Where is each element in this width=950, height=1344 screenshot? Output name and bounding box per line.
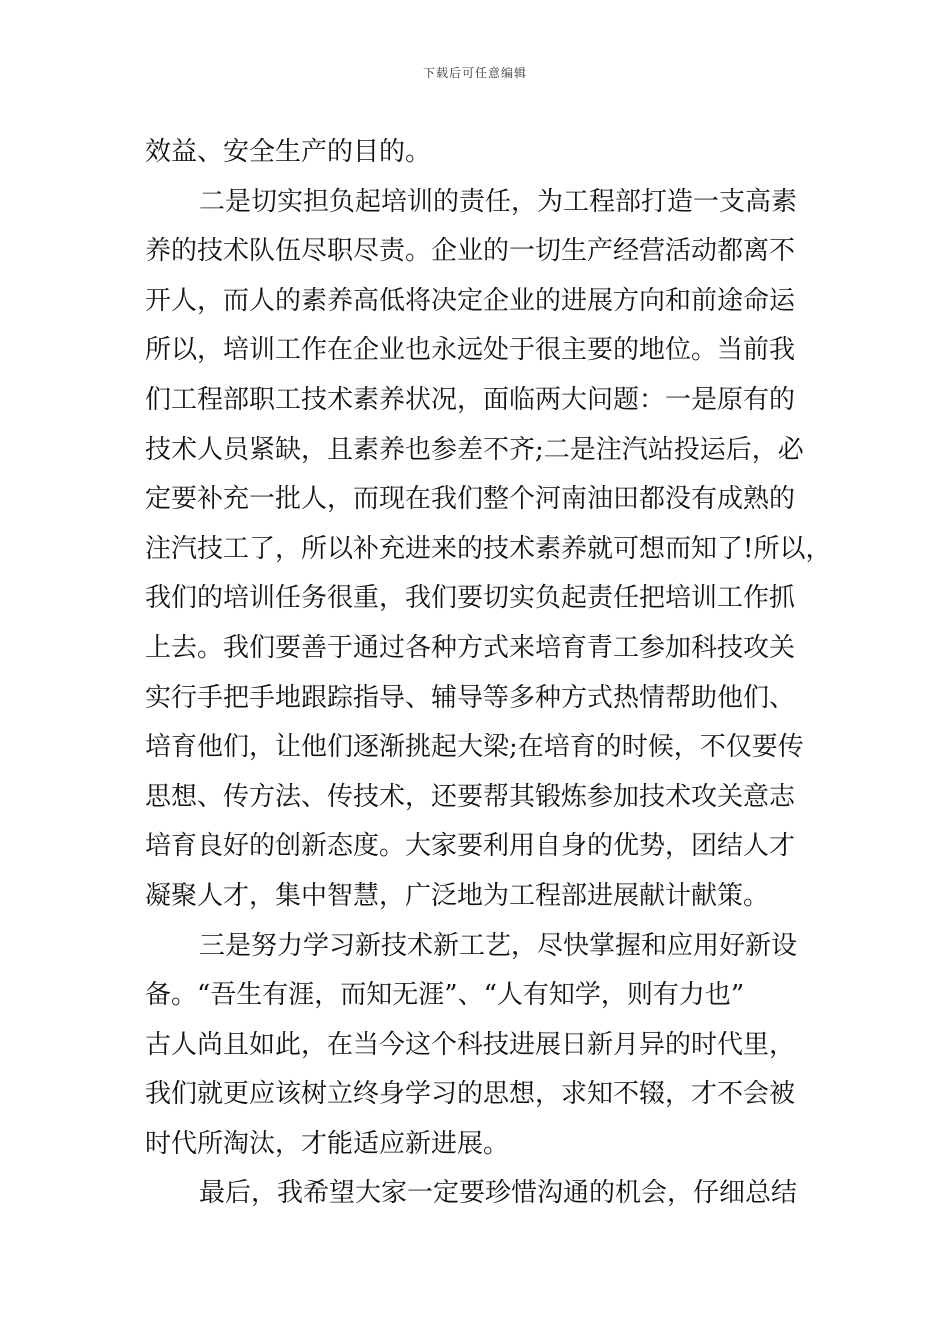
- text-line: 我们的培训任务很重，我们要切实负起责任把培训工作抓: [145, 583, 796, 614]
- text-line: 所以，培训工作在企业也永远处于很主要的地位。当前我: [145, 335, 796, 366]
- text-line: 培育良好的创新态度。大家要利用自身的优势，团结人才: [145, 831, 796, 862]
- page-header-note: 下载后可任意编辑: [422, 66, 527, 80]
- text-line: 注汽技工了，所以补充进来的技术素养就可想而知了!所以，: [145, 533, 832, 564]
- paragraph-start-line: 三是努力学习新技术新工艺，尽快掌握和应用好新设: [199, 930, 798, 961]
- text-line: 上去。我们要善于通过各种方式来培育青工参加科技攻关: [145, 632, 796, 663]
- text-line: 备。“吾生有涯，而知无涯”、“人有知学，则有力也”: [145, 980, 745, 1011]
- text-line: 时代所淘汰，才能适应新进展。: [145, 1128, 510, 1159]
- text-line: 我们就更应该树立终身学习的思想，求知不辍，才不会被: [145, 1079, 796, 1110]
- text-line: 古人尚且如此，在当今这个科技进展日新月异的时代里，: [145, 1029, 796, 1060]
- text-line: 养的技术队伍尽职尽责。企业的一切生产经营活动都离不: [145, 236, 796, 267]
- document-body: [145, 128, 832, 1219]
- text-line: 技术人员紧缺，且素养也参差不齐;二是注汽站投运后，必: [145, 434, 804, 465]
- text-line: 培育他们，让他们逐渐挑起大梁;在培育的时候，不仅要传: [145, 732, 804, 763]
- text-line: 定要补充一批人，而现在我们整个河南油田都没有成熟的: [145, 484, 796, 515]
- text-line: 们工程部职工技术素养状况，面临两大问题：一是原有的: [145, 384, 796, 415]
- text-line: 凝聚人才，集中智慧，广泛地为工程部进展献计献策。: [145, 880, 770, 911]
- text-line: 开人，而人的素养高低将决定企业的进展方向和前途命运: [145, 285, 796, 316]
- paragraph-start-line: 最后，我希望大家一定要珍惜沟通的机会，仔细总结: [199, 1178, 798, 1209]
- paragraph-start-line: 二是切实担负起培训的责任，为工程部打造一支高素: [199, 186, 798, 217]
- text-line: 实行手把手地跟踪指导、辅导等多种方式热情帮助他们、: [145, 682, 796, 713]
- text-line: 思想、传方法、传技术，还要帮其锻炼参加技术攻关意志: [145, 781, 796, 812]
- text-line: 效益、安全生产的目的。: [145, 137, 432, 167]
